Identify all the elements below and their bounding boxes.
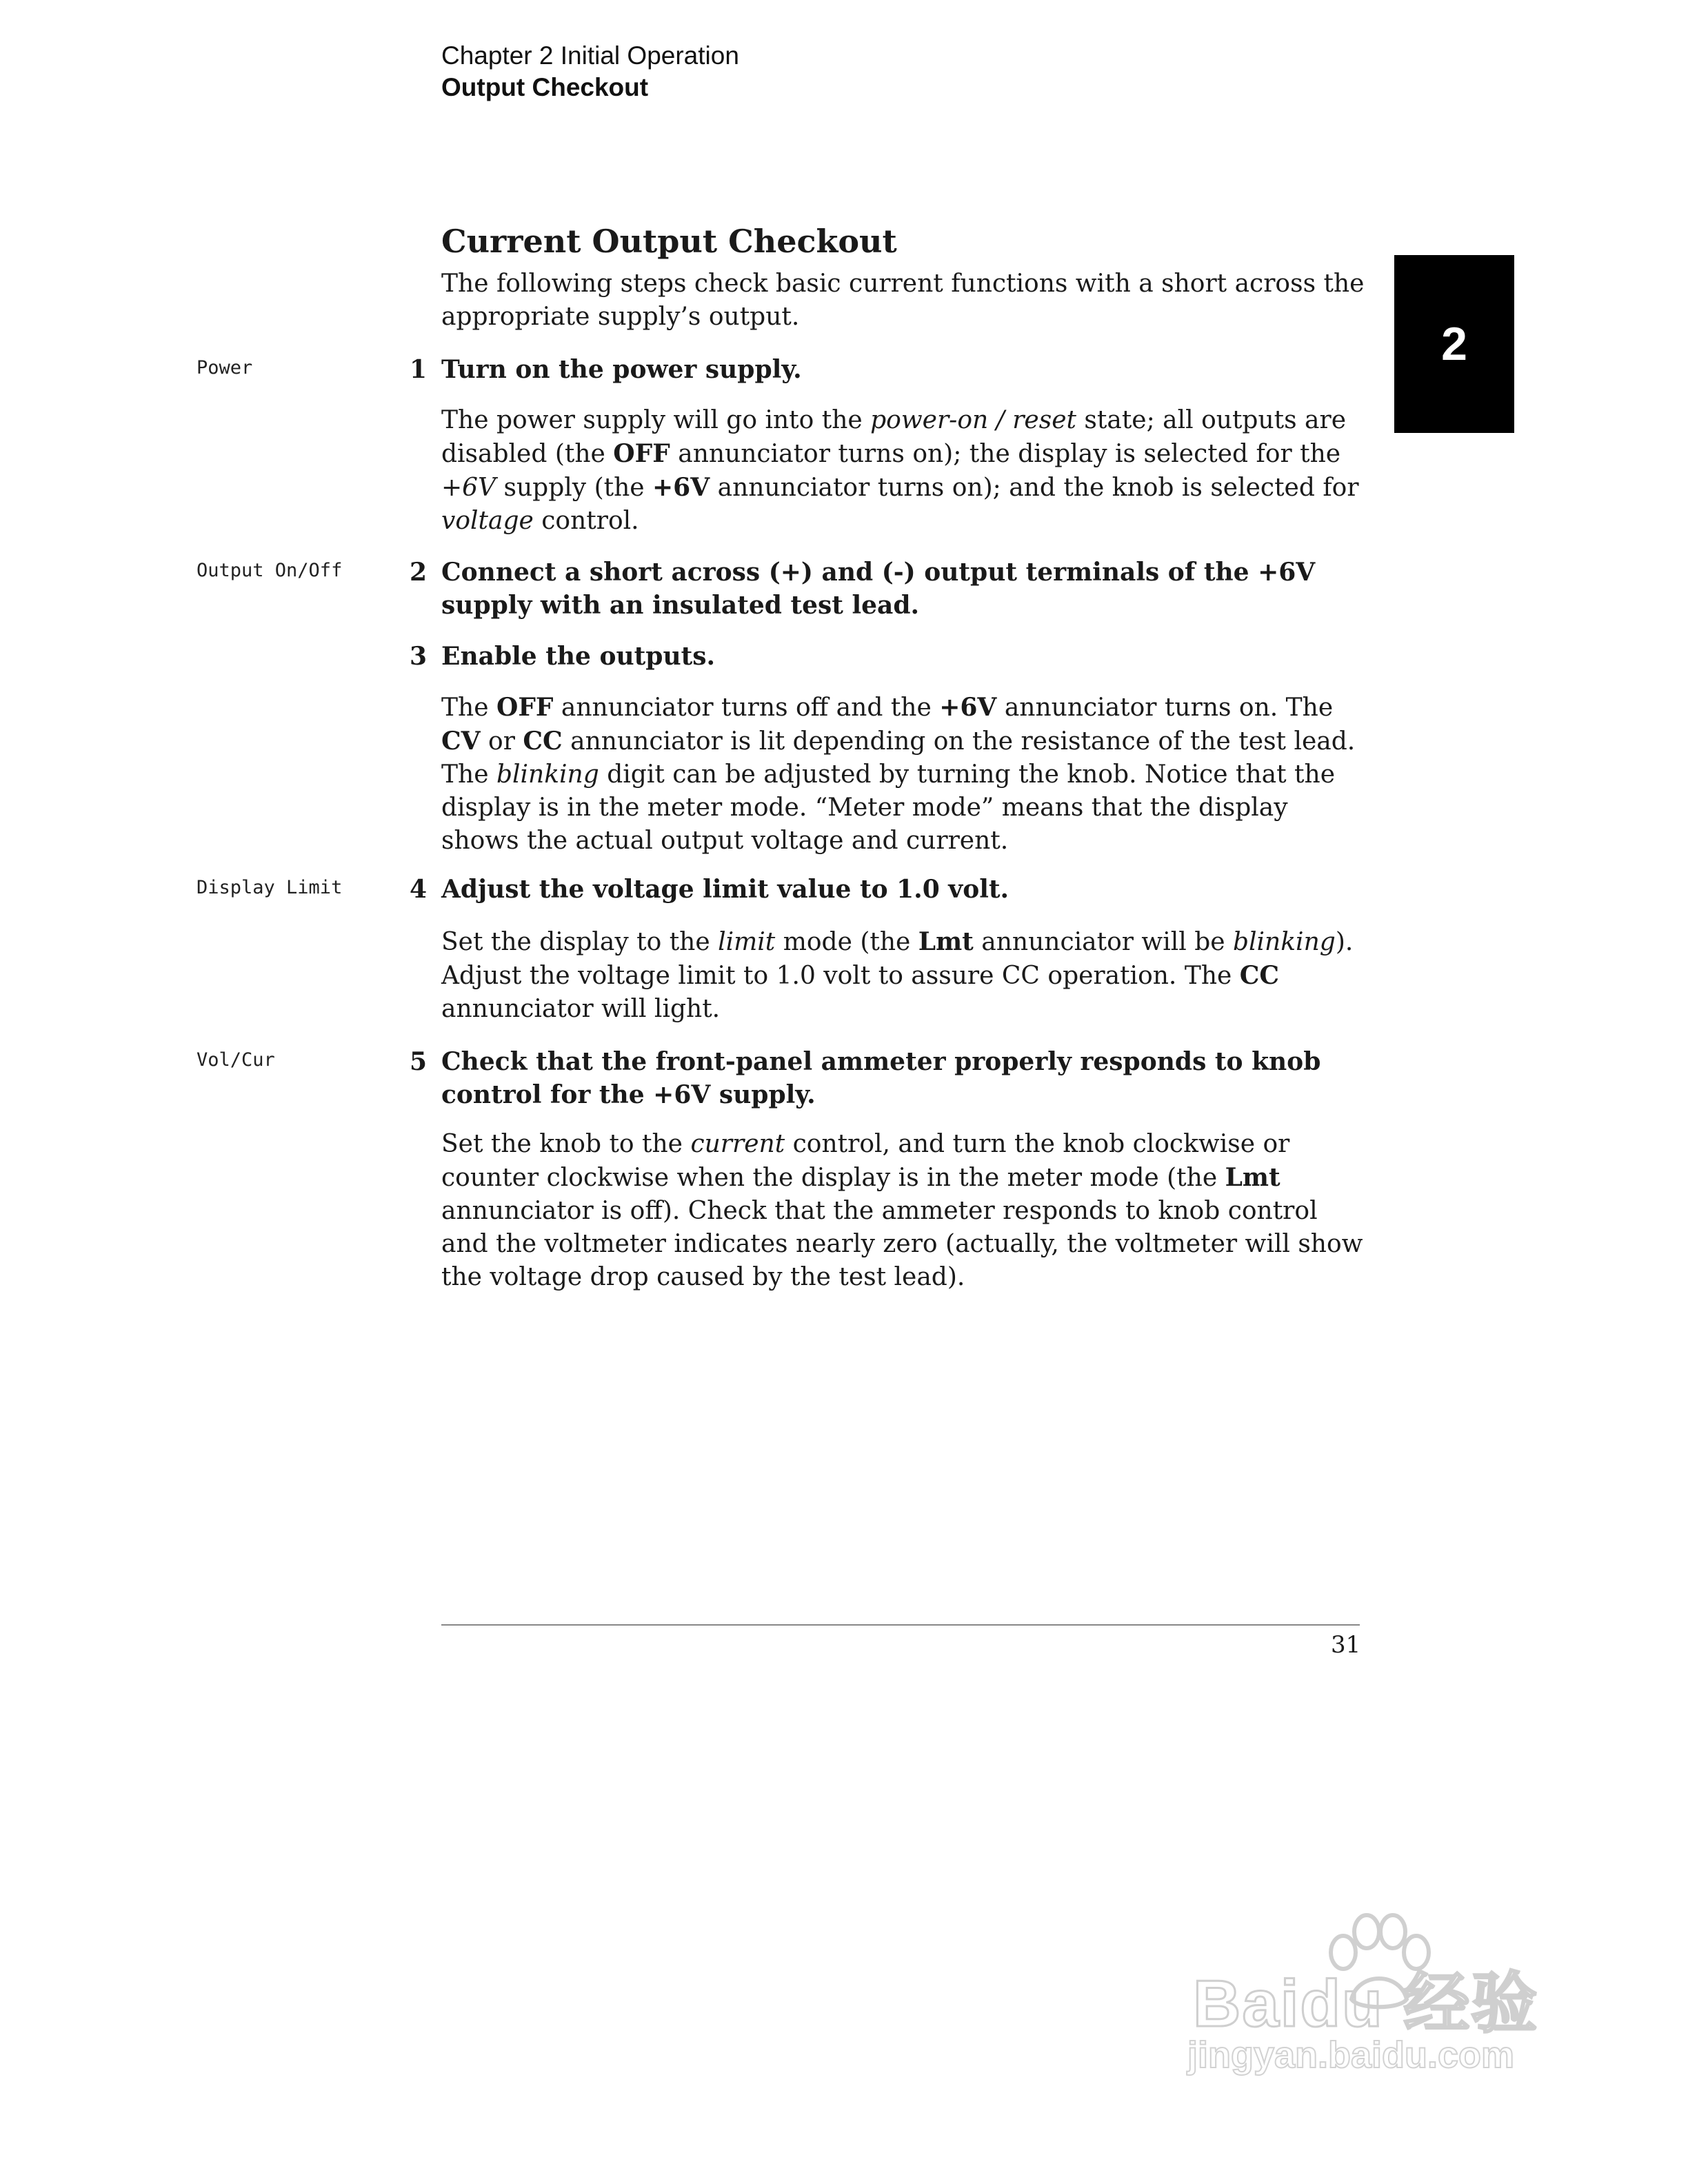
page-number: 31 bbox=[1331, 1631, 1361, 1659]
step-number: 5 bbox=[410, 1047, 428, 1076]
margin-key-vol-cur: Vol/Cur bbox=[197, 1049, 275, 1071]
watermark-url: jingyan.baidu.com bbox=[1187, 2034, 1515, 2076]
step-paragraph-1: The power supply will go into the power-on / reset state; all outputs are disabled (the OFF annunciator turns on); the display is selected for the +6V supply (the +6V annunciator turns on); and the knob is selected for voltage control. bbox=[441, 406, 1359, 535]
watermark-logo: Baidu 经验 bbox=[1193, 1967, 1539, 2041]
step-heading: Turn on the power supply. bbox=[441, 355, 802, 384]
chapter-tab: 2 bbox=[1394, 255, 1514, 433]
step-number: 4 bbox=[410, 875, 428, 904]
step-number: 3 bbox=[410, 642, 428, 671]
page-title: Current Output Checkout bbox=[441, 223, 897, 260]
running-header bbox=[441, 40, 739, 103]
step-number: 1 bbox=[410, 355, 428, 384]
step-paragraph-4: Set the display to the limit mode (the Lmt annunciator will be blinking). Adjust the voltage limit to 1.0 volt to assure CC operation. The CC annunciator will light. bbox=[441, 927, 1354, 1023]
margin-key-power: Power bbox=[197, 357, 253, 378]
step-heading: Adjust the voltage limit value to 1.0 volt. bbox=[441, 875, 1009, 904]
step-number: 2 bbox=[410, 558, 428, 587]
chapter-title: Chapter 2 Initial Operation bbox=[441, 41, 739, 70]
section-title: Output Checkout bbox=[441, 73, 649, 101]
step-heading: Connect a short across (+) and (-) output terminals of the +6V supply with an insulated test lead. bbox=[441, 558, 1316, 620]
footer-rule bbox=[441, 1624, 1360, 1626]
step-heading: Check that the front-panel ammeter properly responds to knob control for the +6V supply. bbox=[441, 1047, 1321, 1109]
intro-paragraph: The following steps check basic current functions with a short across the appropriate supply’s output. bbox=[441, 270, 1365, 331]
step-heading: Enable the outputs. bbox=[441, 642, 716, 671]
margin-key-output-on-off: Output On/Off bbox=[197, 560, 343, 581]
step-paragraph-5: Set the knob to the current control, and turn the knob clockwise or counter clockwise when the display is in the meter mode (the Lmt annunciator is off). Check that the ammeter responds to knob control and the voltmeter indicates nearly zero (actually, the voltmeter will show the voltage drop caused by the test lead). bbox=[441, 1130, 1363, 1291]
margin-key-display-limit: Display Limit bbox=[197, 877, 343, 898]
step-paragraph-3: The OFF annunciator turns off and the +6V annunciator turns on. The CV or CC annunciator is lit depending on the resistance of the test lead. The blinking digit can be adjusted by turning the knob. Notice that the display is in the meter mode. “Meter mode” means that the display shows the actual output voltage and current. bbox=[441, 693, 1356, 855]
